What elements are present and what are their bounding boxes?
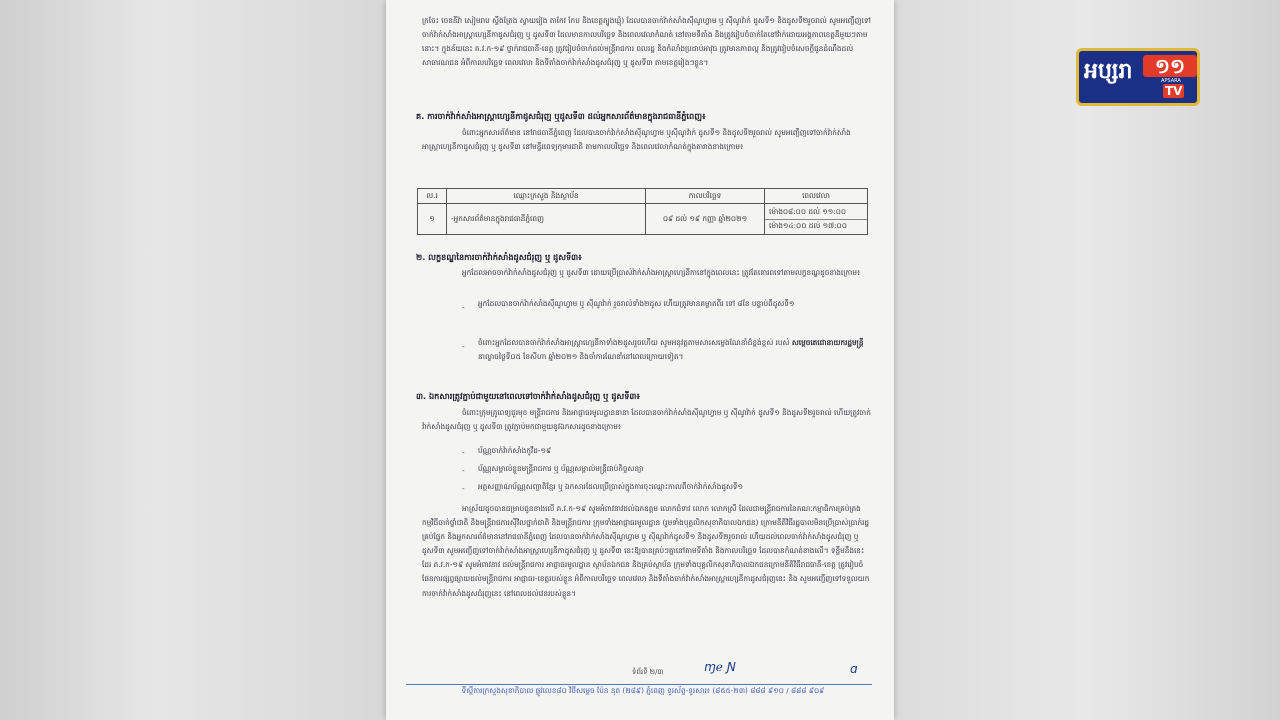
paragraph-intro: ក្រចែះ ចេននីវ៉ា សៀមរាប ស្ទឹងត្រែង ស្វាយរៀង តាកែវ កែប និងខេត្តត្បូងឃ្មុំ) ដែលបានចាក់វ៉ាក់សាំងស៊ីណូហ្វាម ឬ ស៊ីណូវ៉ាក់ ដូសទី១ និងដូសទី២រួចរាល់ សូមអញ្ជើញទៅចាក់វ៉ាក់សាំងអាស្ត្រាហ្សេនីកាដូសជំរុញ ឬ ដូសទី៣ ដែលមានកាលបរិច្ឆេទ និងពេលវេលាកំណត់ នៅតាមទីតាំង និងត្រូវរៀបចំចាក់តែនៅវ៉ាក់ដោយអង្គភាពខេត្តនីមួយៗតាមនោះ។ ក្នុងន័យនេះ គ.វ.ក-១៩ ថ្នាក់រាជធានី-ខេត្ត ត្រូវរៀបចំចាក់ដល់មន្ត្រីរាជការ ពលរដ្ឋ និងកំលាំងប្រដាប់អាវុធ ត្រូវមានភាពល្អ និងត្រូវរៀបចំសេចក្តីជូនដំណឹងដល់សាធារណជន អំពីកាលបរិច្ឆេទ ពេលវេលា និងទីតាំងចាក់វ៉ាក់សាំងដូសជំរុញ ឬ ដូសទី៣ តាមខេត្តរៀងៗខ្លួន។ bbox=[422, 16, 871, 68]
table-cell-time bbox=[765, 204, 868, 235]
table-header: ពេលវេលា bbox=[765, 189, 868, 204]
table-header-row bbox=[418, 189, 868, 204]
paragraph-journalists: ចំពោះអ្នកសារព័ត៌មាន នៅរាជធានីភ្នំពេញ ដែលបានចាក់វ៉ាក់សាំងស៊ីណូហ្វាម ឬស៊ីណូវ៉ាក់ ដូសទី១ និងដូសទី២រួចរាល់ សូមអញ្ជើញទៅចាក់វ៉ាក់សាំងអាស្ត្រាហ្សេនីកាដូសជំរុញ ឬ ដូសទី៣ នៅមន្ទីរពេទ្យកុមារជាតិ តាមកាលបរិច្ឆេទ និងពេលវេលាកំណត់ក្នុងតារាងខាងក្រោម៖ bbox=[422, 128, 851, 152]
table-row bbox=[418, 204, 868, 235]
document-page bbox=[386, 0, 894, 720]
condition-item bbox=[478, 336, 870, 364]
bullet-dash: - bbox=[462, 303, 465, 312]
page-number: ទំព័រទី ២/៣ bbox=[632, 668, 664, 676]
signature-initials: ɑ bbox=[850, 662, 858, 676]
bullet-dash: - bbox=[462, 342, 465, 351]
bullet-dash: - bbox=[462, 466, 465, 475]
condition-text: ចំពោះអ្នកដែលបានចាក់វ៉ាក់សាំងអាស្ត្រាហ្សេនីកាទាំង២ដូសរួចហើយ សូមអនុវត្តតាមសារសម្លេងណែនាំដ៏ខ្ពង់ខ្ពស់ របស់ bbox=[478, 338, 792, 347]
channel-logo bbox=[1076, 48, 1200, 106]
table-cell-date: ០៩ ដល់ ១៩ កញ្ញា ឆ្នាំ២០២១ bbox=[646, 204, 765, 235]
bullet-dash: - bbox=[462, 448, 465, 457]
table-header: កាលបរិច្ឆេទ bbox=[646, 189, 765, 204]
heading-conditions: ២. លក្ខខណ្ឌនៃការចាក់វ៉ាក់សាំងដូសជំរុញ ឬ ដូសទី៣៖ bbox=[416, 252, 582, 262]
schedule-table bbox=[417, 188, 868, 235]
footer-divider bbox=[406, 684, 872, 685]
logo-subtext: APSARA bbox=[1161, 78, 1181, 84]
prime-minister-name: សម្តេចតេជោនាយករដ្ឋមន្ត្រី bbox=[791, 338, 864, 347]
time-slot-afternoon: ម៉ោង១៤:០០ ដល់ ១៧:០០ bbox=[769, 220, 847, 230]
document-item: អត្តសញ្ញាណប័ណ្ណសញ្ជាតិខ្មែរ ឬ ឯកសារដែលប្រើប្រាស់ក្នុងការចុះឈ្មោះកាលពីចាក់វ៉ាក់សាំងដូសទី១ bbox=[478, 482, 744, 491]
bullet-dash: - bbox=[462, 484, 465, 493]
paragraph-appeal: អាស្រ័យដូចបានជម្រាបជូនខាងលើ គ.វ.ក-១៩ សូមអំពាវនាវដល់ឯកឧត្តម លោកជំទាវ លោក លោកស្រី ដែលជាមន្ត្រីរាជការនៃគណៈកម្មាធិការគ្រប់គ្រងកម្មវិធីចាក់ថ្នាំជាតិ និងមន្ត្រីរាជការស៊ីវិលថ្នាក់ជាតិ និងមន្ត្រីរាជការ ក្រុមទាំងអាជ្ញាធរមូលដ្ឋាន (រួមទាំងបុគ្គលិកសុខាភិបាលឯកជន) ក្រោមនីតិវិធីរដ្ឋបាលមិនប្រើប្រាស់ប្រាក់រដ្ឋគ្រប់ផ្នែក និងអ្នកសារព័ត៌មាននៅរាជធានីភ្នំពេញ ដែលបានចាក់វ៉ាក់សាំងស៊ីណូហ្វាម ឬ ស៊ីណូវ៉ាក់ដូសទី១ និងដូសទី២រួចរាល់ ហើយដល់ពេលចាក់វ៉ាក់សាំងដូសជំរុញ ឬ ដូសទី៣ សូមអញ្ជើញទៅចាក់វ៉ាក់សាំងអាស្ត្រាហ្សេនីកាដូសជំរុញ ឬ ដូសទី៣ នេះឱ្យបានគ្រប់ៗគ្នានៅតាមទីតាំង និងកាលបរិច្ឆេទ ដែលបានកំណត់ខាងលើ។ ទន្ទឹមនឹងនេះដែរ គ.វ.ក-១៩ សូមអំពាវនាវ ដល់មន្ត្រីរាជការ អាជ្ញាធរមូលដ្ឋាន ស្ថាប័នឯកជន និងគ្រប់ស្ថាប័ន ក្រុមទាំងបុគ្គលិកសុខាភិបាលឯកជនក្រោមនីតិវិធីរាជធានី-ខេត្ត ត្រូវរៀបចំផែនការផ្សព្វផ្សាយដល់មន្ត្រីរាជការ អាជ្ញាធរ-ខេត្តរបស់ខ្លួន អំពីកាលបរិច្ឆេទ ពេលវេលា និងទីតាំងចាក់វ៉ាក់សាំងអាស្ត្រាហ្សេនីកាដូសជំរុញនេះ និង សូមអញ្ជើញទៅទទួលយកការចាក់វ៉ាក់សាំងដូសជំរុញនេះ នៅពេលដល់វេនរបស់ខ្លួន។ bbox=[422, 504, 870, 598]
condition-item: អ្នកដែលបានចាក់វ៉ាក់សាំងស៊ីណូហ្វាម ឬ ស៊ីណូវ៉ាក់ រួចរាល់ទាំង២ដូស ហើយត្រូវមានគម្លាតពីរ ទៅ ៨ខែ បន្ទាប់ពីដូសទី១ bbox=[478, 299, 795, 308]
table-cell-no: ១ bbox=[418, 204, 447, 235]
document-item: ប័ណ្ណសម្គាល់ខ្លួនមន្ត្រីរាជការ ឬ ប័ណ្ណសម្គាល់មន្ត្រីជាប់កិច្ចសន្យា bbox=[478, 464, 644, 473]
table-header: ល.រ bbox=[418, 189, 447, 204]
paragraph-documents: ចំពោះក្រុមគ្រូពេទ្យជួរមុខ មន្ត្រីរាជការ និងអាជ្ញាធរមូលដ្ឋាននានា ដែលបានចាក់វ៉ាក់សាំងស៊ីណូហ្វាម ឬ ស៊ីណូវ៉ាក់ ដូសទី១ និងដូសទី២រួចរាល់ ហើយត្រូវចាក់វ៉ាក់សាំងដូសជំរុញ ឬ ដូសទី៣ ត្រូវភ្ជាប់មកជាមួយនូវឯកសារដូចខាងក្រោម៖ bbox=[422, 408, 871, 432]
heading-documents: ៣. ឯកសារត្រូវភ្ជាប់ជាមួយនៅពេលទៅចាក់វ៉ាក់សាំងដូសជំរុញ ឬ ដូសទី៣៖ bbox=[416, 391, 640, 401]
signature-initials: ɱℯ Ɲ bbox=[704, 660, 736, 674]
background-right bbox=[894, 0, 1280, 720]
table-header: ឈ្មោះក្រសួង និងស្ថាប័ន bbox=[447, 189, 646, 204]
paragraph-conditions: អ្នកដែលអាចចាក់វ៉ាក់សាំងដូសជំរុញ ឬ ដូសទី៣ ដោយប្រើប្រាស់វ៉ាក់សាំងអាស្ត្រាហ្សេនីកានៅក្នុងពេលនេះ ត្រូវតែគោរពទៅតាមលក្ខខណ្ឌដូចខាងក្រោម៖ bbox=[462, 268, 861, 277]
logo-text: អប្សរា bbox=[1084, 59, 1133, 84]
background-left bbox=[0, 0, 386, 720]
time-slot-morning: ម៉ោង០៨:០០ ដល់ ១១:០០ bbox=[765, 206, 867, 220]
table-cell-name: -អ្នកសារព័ត៌មានក្នុងរាជធានីភ្នំពេញ bbox=[447, 204, 646, 235]
document-item: ប័ណ្ណចាក់វ៉ាក់សាំងកូវីដ-១៩ bbox=[478, 446, 552, 455]
logo-number: ១១ bbox=[1143, 55, 1197, 77]
condition-text: នាល្ងាចថ្ងៃទី០៥ ខែសីហា ឆ្នាំ២០២១ និងចាំការណែនាំនៅពេលក្រោយទៀត។ bbox=[478, 352, 684, 362]
footer-address: ទីស្តីការក្រសួងសុខាភិបាល ផ្លូវលេខ៨០ វិថីសម្តេច ប៉ែន នុត (២៨៩) ភ្នំពេញ ទូរស័ព្ទ-ទូរសារ៖ (៨៥៥-២៣) ៨៨៨ ៩១០ / ៨៨៨ ៩០៩ bbox=[461, 686, 825, 695]
logo-tv: TV bbox=[1165, 84, 1183, 98]
heading-ka: គ. ការចាក់វ៉ាក់សាំងអាស្ត្រាហ្សេនីកាដូសជំរុញ ឬដូសទី៣ ដល់អ្នកសារព័ត៌មានក្នុងរាជធានីភ្នំពេញ៖ bbox=[416, 111, 706, 121]
